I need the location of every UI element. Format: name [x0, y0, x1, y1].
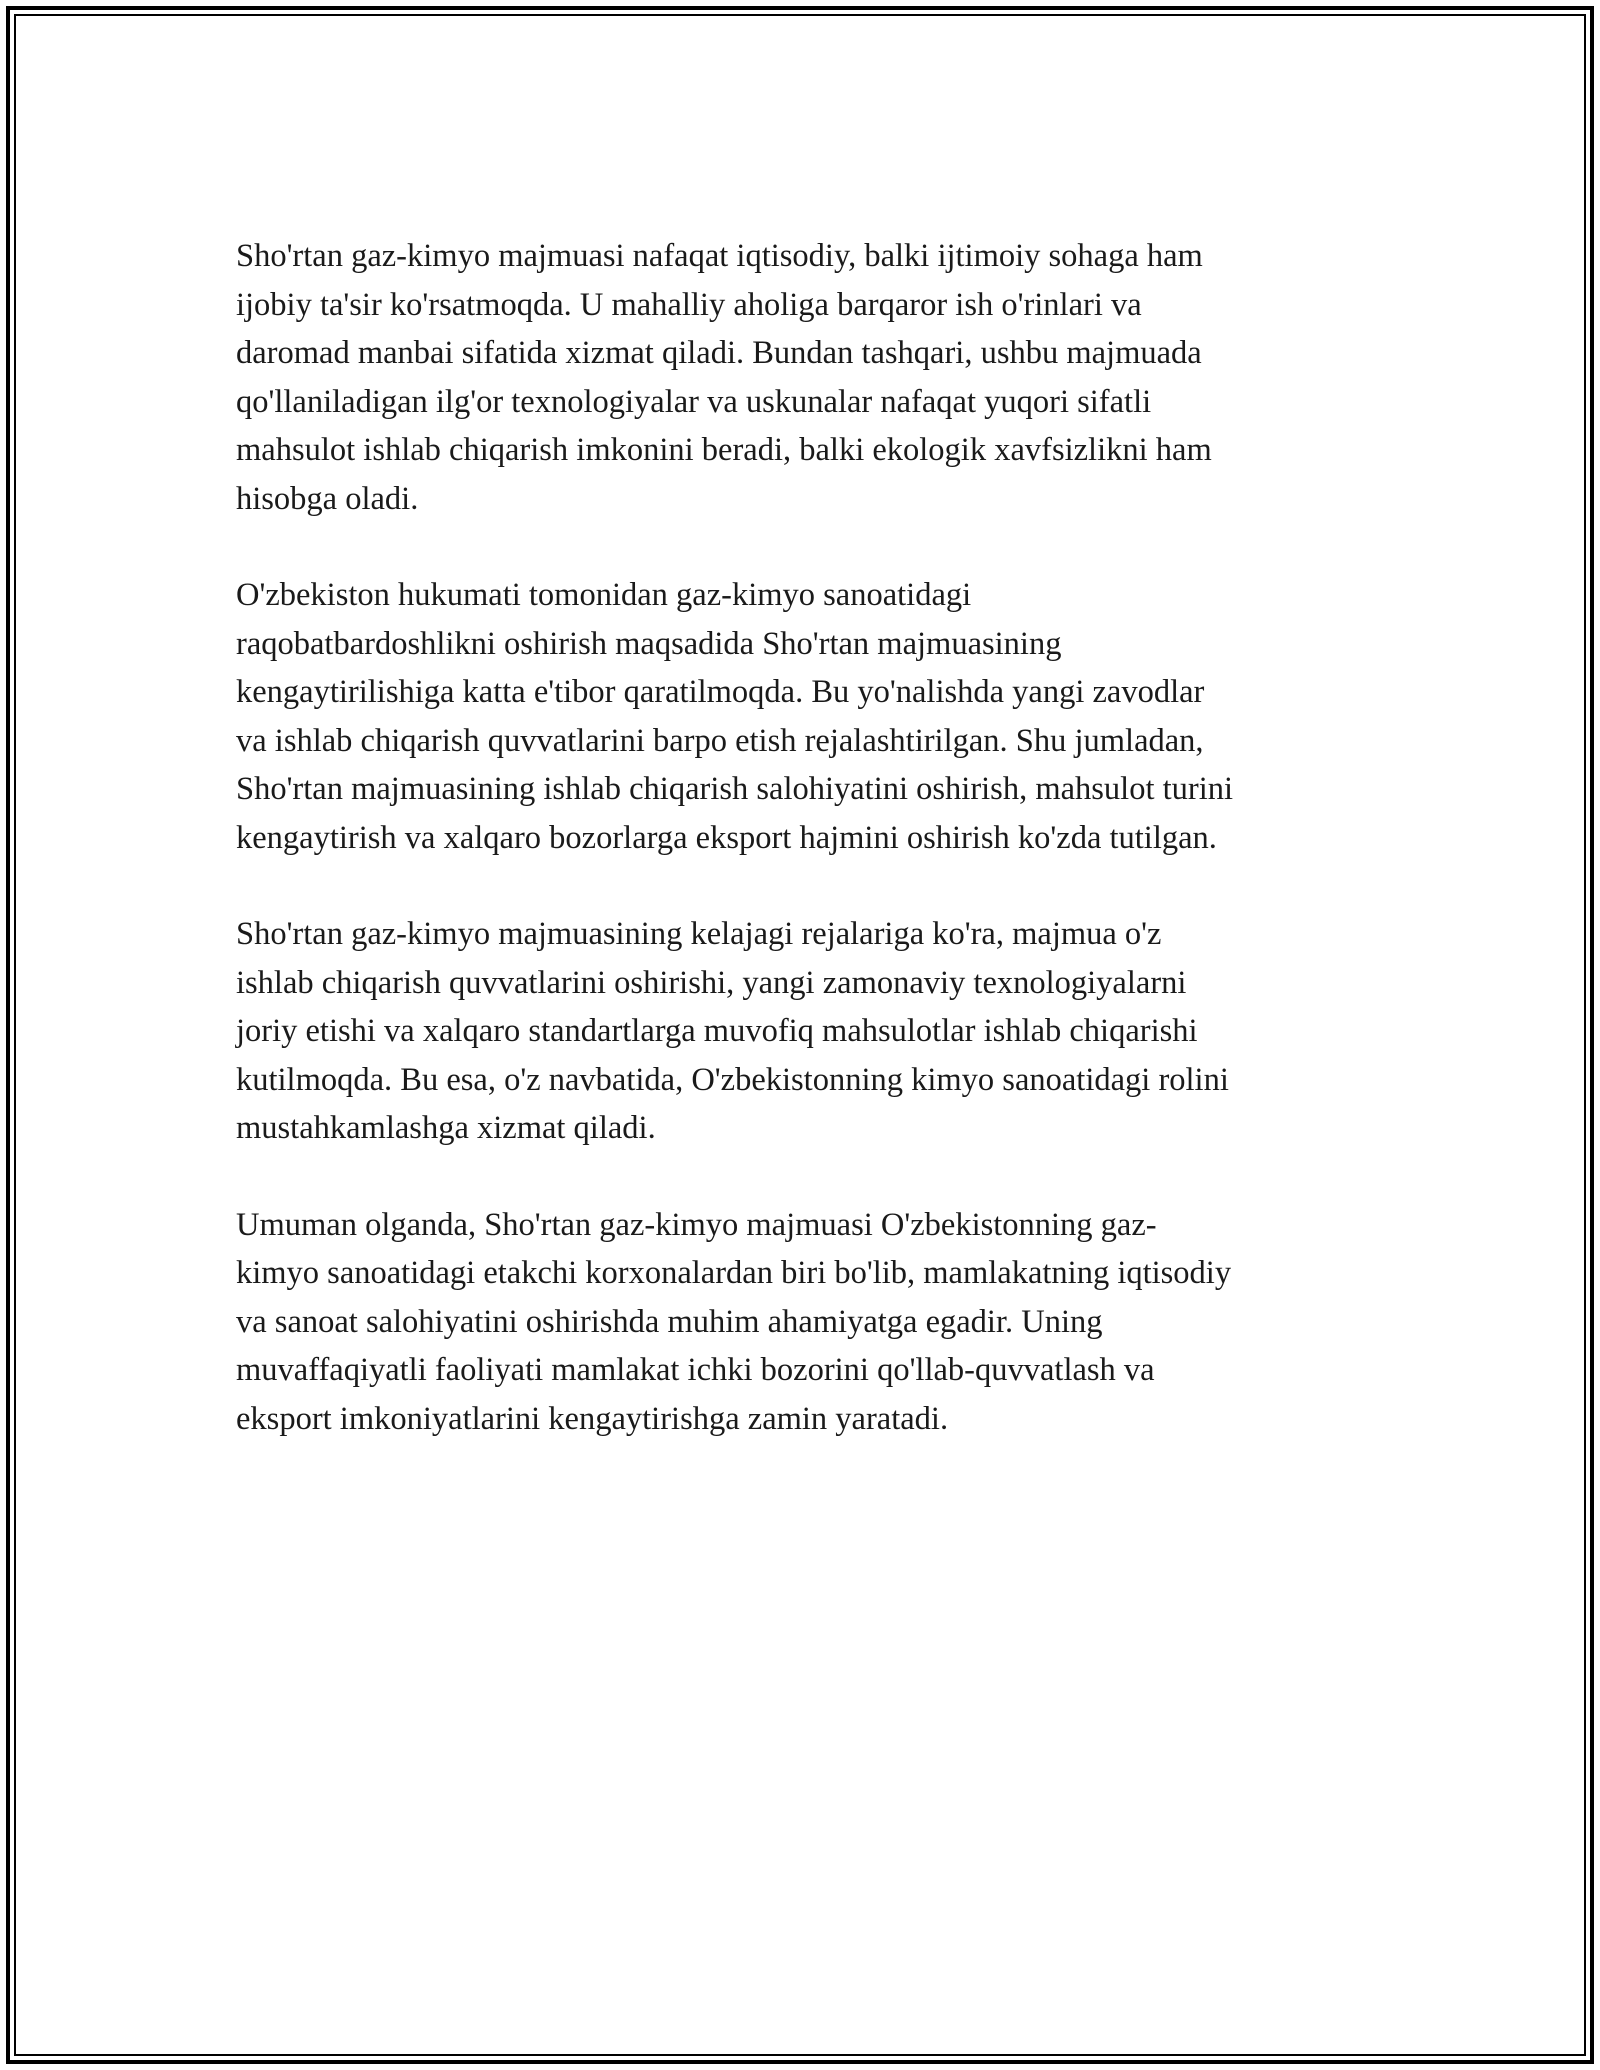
text-line: raqobatbardoshlikni oshirish maqsadida Sho'rtan majmuasining — [236, 625, 1062, 662]
text-line: ishlab chiqarish quvvatlarini oshirishi, yangi zamonaviy texnologiyalarni — [236, 964, 1187, 1001]
paragraph-3 — [236, 910, 1366, 1153]
text-line: kengaytirilishiga katta e'tibor qaratilmoqda. Bu yo'nalishda yangi zavodlar — [236, 674, 1205, 710]
paragraph-4 — [236, 1201, 1366, 1444]
text-line: va sanoat salohiyatini oshirishda muhim ahamiyatga egadir. Uning — [236, 1303, 1103, 1340]
text-line: Sho'rtan gaz-kimyo majmuasining kelajagi rejalariga ko'ra, majmua o'z — [236, 916, 1162, 952]
text-line: eksport imkoniyatlarini kengaytirishga zamin yaratadi. — [236, 1400, 949, 1437]
text-line: hisobga oladi. — [236, 480, 419, 517]
text-line: Sho'rtan majmuasining ishlab chiqarish salohiyatini oshirish, mahsulot turini — [236, 771, 1234, 807]
text-line: Umuman olganda, Sho'rtan gaz-kimyo majmuasi O'zbekistonning gaz- — [236, 1206, 1157, 1243]
paragraph-1 — [236, 232, 1366, 523]
text-line: kengaytirish va xalqaro bozorlarga eksport hajmini oshirish ko'zda tutilgan. — [236, 819, 1217, 856]
text-line: kutilmoqda. Bu esa, o'z navbatida, O'zbekistonning kimyo sanoatidagi rolini — [236, 1061, 1229, 1098]
text-line: O'zbekiston hukumati tomonidan gaz-kimyo sanoatidagi — [236, 577, 972, 613]
text-line: muvaffaqiyatli faoliyati mamlakat ichki bozorini qo'llab-quvvatlash va — [236, 1352, 1155, 1388]
text-line: joriy etishi va xalqaro standartlarga muvofiq mahsulotlar ishlab chiqarishi — [236, 1013, 1198, 1049]
text-line: mustahkamlashga xizmat qiladi. — [236, 1110, 656, 1146]
text-line: Sho'rtan gaz-kimyo majmuasi nafaqat iqtisodiy, balki ijtimoiy sohaga ham — [236, 238, 1203, 274]
text-line: mahsulot ishlab chiqarish imkonini beradi, balki ekologik xavfsizlikni ham — [236, 432, 1212, 468]
text-line: ijobiy ta'sir ko'rsatmoqda. U mahalliy aholiga barqaror ish o'rinlari va — [236, 286, 1142, 323]
paragraph-2 — [236, 571, 1366, 862]
text-line: daromad manbai sifatida xizmat qiladi. Bundan tashqari, ushbu majmuada — [236, 335, 1202, 371]
text-line: va ishlab chiqarish quvvatlarini barpo etish rejalashtirilgan. Shu jumladan, — [236, 722, 1204, 759]
document-body — [236, 232, 1366, 1491]
text-line: qo'llaniladigan ilg'or texnologiyalar va uskunalar nafaqat yuqori sifatli — [236, 383, 1152, 420]
text-line: kimyo sanoatidagi etakchi korxonalardan biri bo'lib, mamlakatning iqtisodiy — [236, 1255, 1232, 1291]
